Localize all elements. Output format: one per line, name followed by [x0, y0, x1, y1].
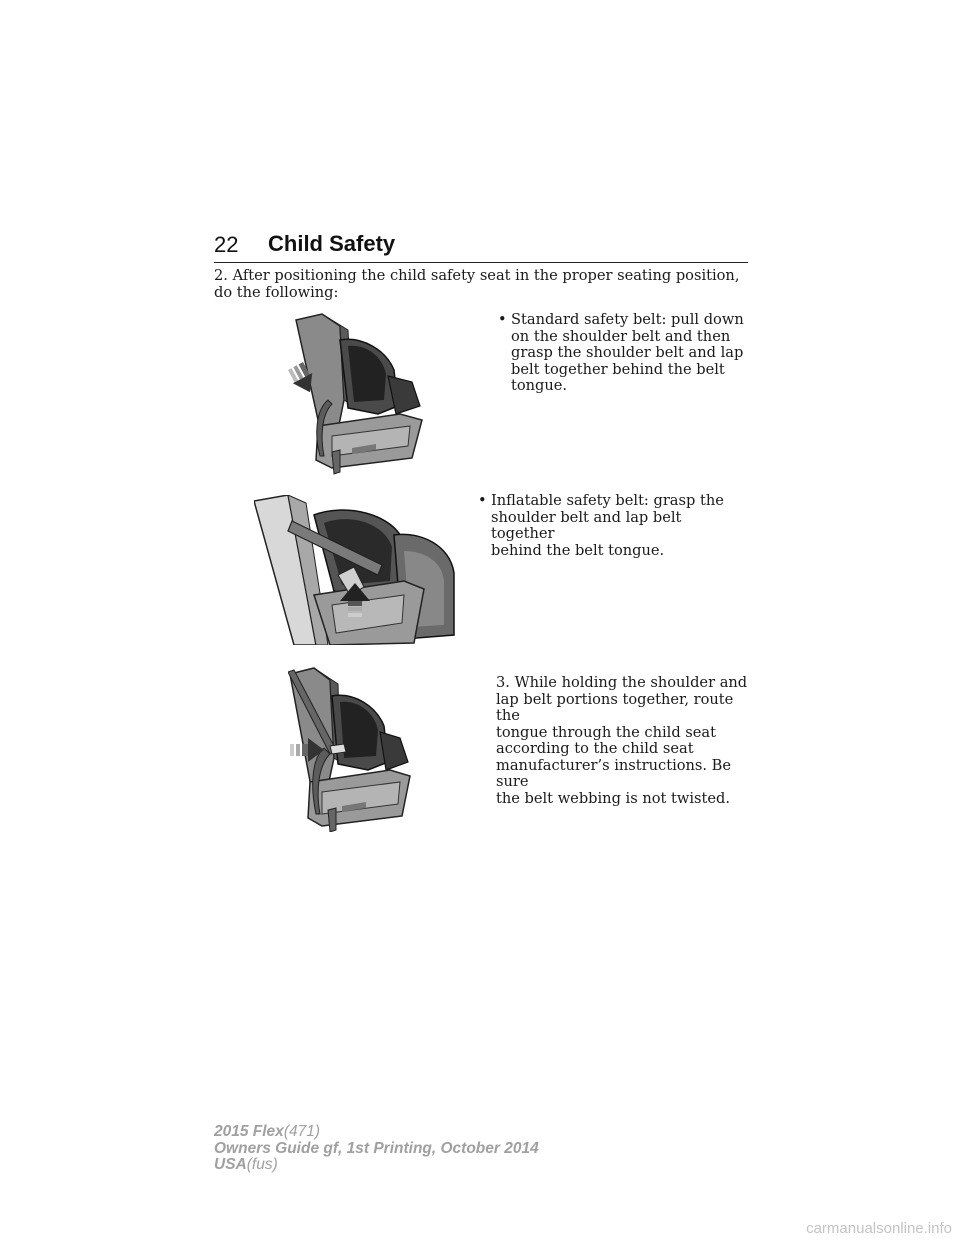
- page-header: [214, 232, 748, 263]
- page-number: 22: [214, 232, 239, 257]
- section-title: Child Safety: [268, 231, 396, 256]
- step-3-line: the belt webbing is not twisted.: [496, 789, 731, 807]
- bullet-standard-line: Standard safety belt: pull down: [511, 311, 744, 328]
- step-3-line: lap belt portions together, route the: [496, 690, 734, 724]
- step-3-line: tongue through the child seat: [496, 723, 716, 741]
- footer-code: (471): [283, 1123, 320, 1140]
- bullet-standard-line: belt together behind the belt: [511, 360, 725, 378]
- bullet-dot: •: [498, 311, 507, 328]
- step-3-line: according to the child seat: [496, 740, 694, 757]
- bullet-dot: •: [478, 492, 487, 509]
- bullet-inflatable-line: behind the belt tongue.: [491, 541, 665, 559]
- step-3-line: manufacturer’s instructions. Be sure: [496, 756, 732, 790]
- bullet-standard-line: on the shoulder belt and then: [511, 327, 731, 345]
- step-3-paragraph: [496, 675, 752, 807]
- child-seat-route-tongue-illustration: [288, 666, 414, 832]
- bullet-inflatable-line: shoulder belt and lap belt together: [491, 508, 682, 542]
- child-seat-pull-down-belt-illustration: [282, 310, 432, 475]
- footer-market: USA: [214, 1156, 247, 1173]
- watermark-text: carmanualsonline.info: [806, 1220, 952, 1237]
- step-3-line: 3. While holding the shoulder and: [496, 674, 748, 691]
- bullet-inflatable-line: Inflatable safety belt: grasp the: [491, 492, 724, 509]
- footer-model: 2015 Flex: [214, 1123, 284, 1140]
- child-seat-inflatable-belt-illustration: [254, 495, 458, 645]
- bullet-standard-line: grasp the shoulder belt and lap: [511, 344, 744, 361]
- bullet-standard-line: tongue.: [511, 377, 568, 394]
- footer-market-code: (fus): [246, 1156, 278, 1173]
- print-footer: [214, 1124, 539, 1174]
- intro-paragraph: 2. After positioning the child safety seat in the proper seating position, do the following:: [214, 267, 740, 301]
- footer-printing: Owners Guide gf, 1st Printing, October 2014: [214, 1139, 539, 1157]
